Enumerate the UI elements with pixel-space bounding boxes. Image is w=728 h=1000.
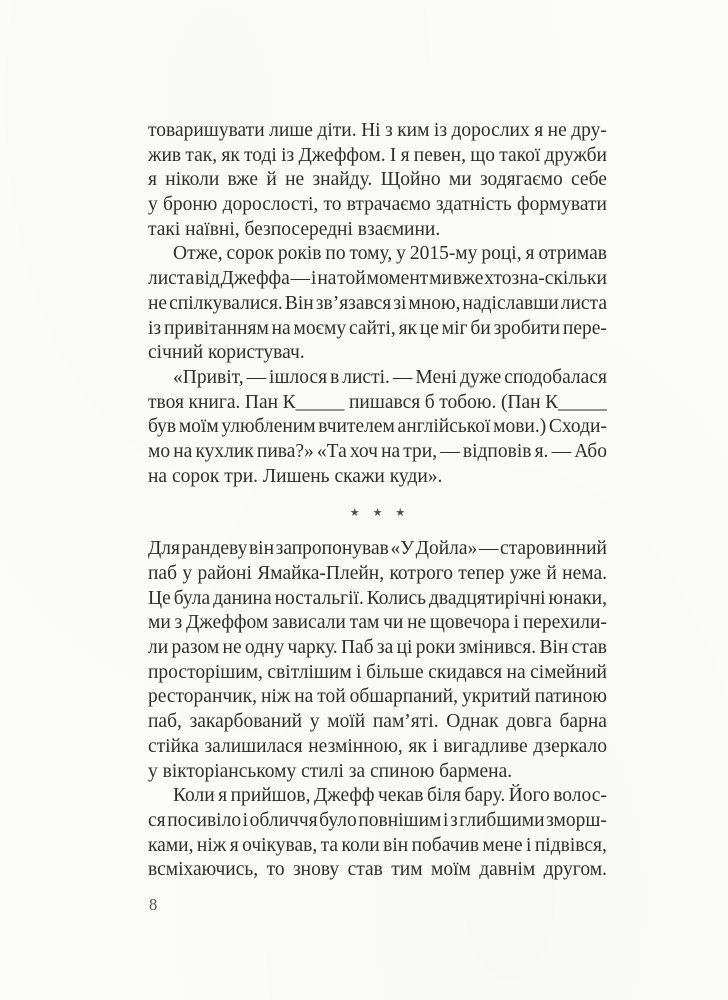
word: моєму — [293, 317, 347, 339]
word: Мені — [415, 366, 457, 388]
word: Колись — [366, 587, 427, 609]
word: данина — [213, 587, 272, 609]
word: у — [309, 711, 320, 733]
word: три, — [403, 440, 438, 462]
word: дорослості, — [222, 194, 319, 216]
word: Сходи- — [548, 416, 607, 438]
word: на — [294, 686, 314, 708]
word: разом — [171, 637, 220, 659]
word: — — [478, 538, 499, 560]
word: ніж — [260, 686, 291, 708]
word: книга. — [188, 391, 241, 413]
text-line — [148, 440, 607, 465]
word: пере- — [562, 317, 607, 339]
word: ками, — [148, 834, 194, 856]
word: Його — [508, 785, 550, 807]
word: другом. — [543, 859, 607, 881]
word: як — [408, 735, 427, 757]
word: формувати — [516, 194, 607, 216]
word: надіславши — [462, 292, 559, 314]
word: тоді — [244, 144, 277, 166]
word: Джефф — [313, 785, 375, 807]
word: «Привіт, — [173, 366, 244, 388]
word: знайду. — [312, 169, 373, 191]
word: Він — [539, 637, 569, 659]
word: із — [281, 144, 295, 166]
word: момент — [366, 268, 429, 290]
word: пива?» — [256, 440, 314, 462]
word: такої — [499, 144, 541, 166]
word: уже — [509, 563, 542, 584]
word: Джеффом — [185, 612, 269, 634]
paragraph — [148, 242, 607, 365]
word: І — [389, 144, 397, 166]
word: було — [319, 809, 357, 831]
word: на — [381, 440, 401, 462]
word: із — [433, 120, 448, 141]
word: моїм — [178, 416, 219, 438]
word: я — [400, 144, 410, 166]
word: одну — [244, 637, 285, 659]
word: я. — [534, 440, 549, 462]
word: запропонував — [275, 538, 389, 560]
word: з — [385, 120, 393, 141]
word: ресторанчик, — [148, 686, 257, 708]
word: Дойла» — [415, 538, 478, 560]
word: що — [470, 144, 495, 166]
word: в — [330, 366, 340, 388]
word: барна — [559, 711, 607, 733]
word: це — [419, 317, 439, 339]
word: моїй — [327, 711, 366, 733]
word: очікував, — [242, 834, 318, 856]
text-line: у вікторіанському стилі за спиною бармена. — [148, 760, 513, 782]
word: у — [148, 194, 158, 216]
word: К_____ — [282, 391, 345, 413]
word: Паб — [340, 637, 374, 659]
word: хоч — [349, 440, 378, 462]
word: був — [148, 416, 177, 438]
word: я — [525, 243, 535, 265]
word: Джеффом. — [298, 144, 386, 166]
word: ці — [396, 637, 413, 659]
word: більше — [366, 661, 424, 683]
word: років — [277, 243, 322, 265]
word: жив — [148, 144, 182, 166]
word: паб — [148, 563, 178, 584]
word: дру- — [571, 120, 607, 141]
word: певен, — [413, 144, 466, 166]
paragraph — [148, 537, 607, 784]
word: від — [195, 268, 220, 290]
word: би — [470, 317, 491, 339]
text-line — [148, 292, 607, 317]
word: вигадливе — [443, 735, 528, 757]
word: укритий — [461, 686, 531, 708]
word: став — [571, 637, 607, 659]
text-line — [148, 562, 607, 587]
word: — — [440, 440, 460, 462]
word: Джеффа — [220, 268, 290, 290]
word: то — [266, 859, 285, 881]
word: з — [449, 809, 458, 831]
word: — — [290, 268, 311, 290]
word: Однак — [446, 711, 499, 733]
word: обличчя — [249, 809, 318, 831]
word: і — [242, 809, 249, 831]
word: зодягаємо — [479, 169, 563, 191]
word: обшарпаний, — [349, 686, 458, 708]
word: за — [376, 637, 394, 659]
word: так, — [185, 144, 218, 166]
word: у — [182, 563, 193, 584]
word: зморш- — [546, 809, 607, 831]
word: і — [513, 612, 520, 634]
word: бару. — [464, 785, 506, 807]
word: ким — [397, 120, 430, 141]
word: не — [222, 637, 242, 659]
word: моїм — [430, 859, 471, 881]
word: ностальгії. — [274, 587, 364, 609]
word: листі. — [342, 366, 390, 388]
word: ли — [148, 637, 169, 659]
word: тепер — [458, 563, 505, 584]
word: ішлося — [269, 366, 328, 388]
word: зв’язався — [315, 292, 392, 314]
text-line — [148, 858, 607, 883]
word: ніж — [196, 834, 227, 856]
word: вчителем — [318, 416, 395, 438]
word: з — [174, 612, 183, 634]
word: привітанням — [163, 317, 269, 339]
word: вже — [452, 268, 484, 290]
word: й — [266, 169, 277, 191]
word: спілкувалися. — [169, 292, 283, 314]
word: і — [311, 268, 317, 290]
word: ми — [148, 612, 171, 634]
word: світлішим — [267, 661, 352, 683]
word: Щойно — [380, 169, 441, 191]
word: пам’яті. — [372, 711, 439, 733]
text-line — [148, 784, 607, 809]
word: закарбований — [189, 711, 303, 733]
word: сподобалася — [504, 366, 607, 388]
word: мови.) — [493, 416, 547, 438]
text-line — [148, 119, 607, 144]
word: році, — [481, 243, 522, 265]
word: чи — [383, 612, 404, 634]
page-number: 8 — [149, 895, 158, 914]
word: лише — [269, 120, 313, 141]
word: і — [432, 735, 438, 757]
word: — — [392, 366, 413, 388]
word: Він — [284, 292, 314, 314]
word: ся — [148, 809, 166, 831]
word: патиною — [534, 686, 607, 708]
word: діти. — [317, 120, 357, 141]
word: старовинний — [499, 538, 607, 560]
word: Отже, — [173, 243, 223, 265]
word: «Та — [316, 440, 347, 462]
word: на — [173, 440, 193, 462]
paragraph — [148, 784, 607, 883]
word: зависали — [271, 612, 346, 634]
word: там — [349, 612, 380, 634]
word: не — [547, 120, 567, 141]
paragraph — [148, 119, 607, 242]
word: юнаки, — [548, 587, 607, 609]
paragraph — [148, 366, 607, 489]
text-line: такі наївні, безпосередні взаємини. — [148, 218, 441, 240]
word: — — [551, 440, 572, 462]
word: я — [218, 785, 228, 807]
word: довга — [506, 711, 552, 733]
word: отримав — [538, 243, 607, 265]
word: стійка — [148, 735, 199, 757]
word: двадцятирічні — [428, 587, 546, 609]
word: дуже — [459, 366, 502, 388]
word: броню — [162, 194, 218, 216]
text-column — [148, 119, 607, 883]
word: змінився. — [458, 637, 537, 659]
word: по — [325, 243, 346, 265]
text-line — [148, 587, 607, 612]
word: листа — [148, 268, 195, 290]
word: й — [546, 563, 557, 584]
word: я — [534, 120, 544, 141]
word: Або — [574, 440, 607, 462]
word: то — [323, 194, 342, 216]
text-line — [148, 168, 607, 193]
word: мене — [482, 834, 523, 856]
text-line — [148, 685, 607, 710]
word: не — [407, 612, 427, 634]
word: коли — [341, 834, 380, 856]
word: кухлик — [195, 440, 254, 462]
word: себе — [571, 169, 607, 191]
word: із — [148, 317, 162, 339]
word: ми — [429, 268, 452, 290]
word: на — [271, 317, 291, 339]
word: на — [317, 268, 337, 290]
word: пишався — [348, 391, 421, 413]
word: посивіло — [167, 809, 242, 831]
word: прийшов, — [230, 785, 311, 807]
text-line — [148, 537, 607, 562]
word: залишилася — [204, 735, 303, 757]
word: Коли — [173, 785, 215, 807]
word: відповів — [462, 440, 532, 462]
word: вже — [227, 169, 259, 191]
word: сорок — [226, 243, 274, 265]
text-line — [148, 317, 607, 342]
word: улюбленим — [221, 416, 316, 438]
text-line — [148, 242, 607, 267]
text-line — [148, 193, 607, 218]
word: дорослих — [451, 120, 530, 141]
word: він — [248, 538, 275, 560]
word: Пан — [244, 391, 279, 413]
word: втрачаємо — [346, 194, 431, 216]
word: тому, — [349, 243, 393, 265]
word: зі — [393, 292, 407, 314]
text-line — [148, 366, 607, 391]
word: мною, — [408, 292, 461, 314]
word: сайті, — [348, 317, 396, 339]
word: повнішим — [358, 809, 442, 831]
word: перехили- — [522, 612, 607, 634]
word: хтозна-скільки — [484, 268, 607, 290]
word: на — [506, 661, 526, 683]
word: дружби — [544, 144, 607, 166]
word: глибшими — [459, 809, 545, 831]
word: (Пан — [500, 391, 541, 413]
word: 2015-му — [409, 243, 478, 265]
word: ми — [448, 169, 472, 191]
word: «У — [390, 538, 415, 560]
word: тим — [391, 859, 423, 881]
word: Ні — [361, 120, 381, 141]
word: я — [148, 169, 157, 191]
word: районі — [197, 563, 252, 584]
word: скидався — [428, 661, 503, 683]
word: дзеркало — [533, 735, 607, 757]
word: давнім — [479, 859, 536, 881]
text-line — [148, 834, 607, 859]
word: і — [526, 834, 532, 856]
text-line — [148, 661, 607, 686]
word: здатність — [435, 194, 512, 216]
word: як — [221, 144, 240, 166]
word: як — [398, 317, 418, 339]
word: і — [442, 809, 449, 831]
text-line — [148, 735, 607, 760]
word: роки — [415, 637, 456, 659]
word: побачив — [411, 834, 480, 856]
word: той — [317, 686, 346, 708]
word: котрого — [389, 563, 453, 584]
word: ніколи — [165, 169, 220, 191]
word: рандеву — [181, 538, 248, 560]
word: Для — [148, 538, 181, 560]
word: біля — [426, 785, 461, 807]
word: став — [347, 859, 383, 881]
word: я — [229, 834, 239, 856]
word: просторішим, — [148, 661, 263, 683]
text-line: січний користувач. — [148, 342, 305, 364]
word: він — [383, 834, 409, 856]
word: мо — [148, 440, 171, 462]
text-line: на сорок три. Лишень скажи куди». — [148, 465, 443, 487]
word: чекав — [377, 785, 424, 807]
text-line — [148, 415, 607, 440]
text-line — [148, 636, 607, 661]
word: у — [396, 243, 406, 265]
text-line — [148, 611, 607, 636]
word: Ямайка-Плейн, — [257, 563, 385, 584]
word: нема. — [562, 563, 607, 584]
word: не — [148, 292, 168, 314]
word: зробити — [493, 317, 561, 339]
word: листа — [560, 292, 607, 314]
word: сімейний — [530, 661, 607, 683]
word: паб, — [148, 711, 182, 733]
text-line — [148, 710, 607, 735]
text-line — [148, 391, 607, 416]
word: тобою. — [439, 391, 497, 413]
word: не — [285, 169, 305, 191]
word: знову — [292, 859, 340, 881]
text-line — [148, 144, 607, 169]
word: К_____ — [545, 391, 607, 413]
word: чарку. — [287, 637, 338, 659]
word: підвівся, — [534, 834, 607, 856]
word: — — [246, 366, 267, 388]
word: незмінною, — [308, 735, 403, 757]
text-line — [148, 809, 607, 834]
text-line — [148, 267, 607, 292]
word: волос- — [553, 785, 607, 807]
word: всміхаючись, — [148, 859, 259, 881]
word: була — [173, 587, 211, 609]
word: щовечора — [429, 612, 510, 634]
word: б — [424, 391, 435, 413]
word: англійської — [397, 416, 491, 438]
word: та — [320, 834, 339, 856]
word: твоя — [148, 391, 184, 413]
word: Це — [148, 587, 171, 609]
word: і — [356, 661, 362, 683]
word: міг — [441, 317, 468, 339]
word: товаришувати — [148, 120, 265, 141]
word: той — [337, 268, 366, 290]
scene-break-separator: ★★★ — [349, 506, 419, 520]
